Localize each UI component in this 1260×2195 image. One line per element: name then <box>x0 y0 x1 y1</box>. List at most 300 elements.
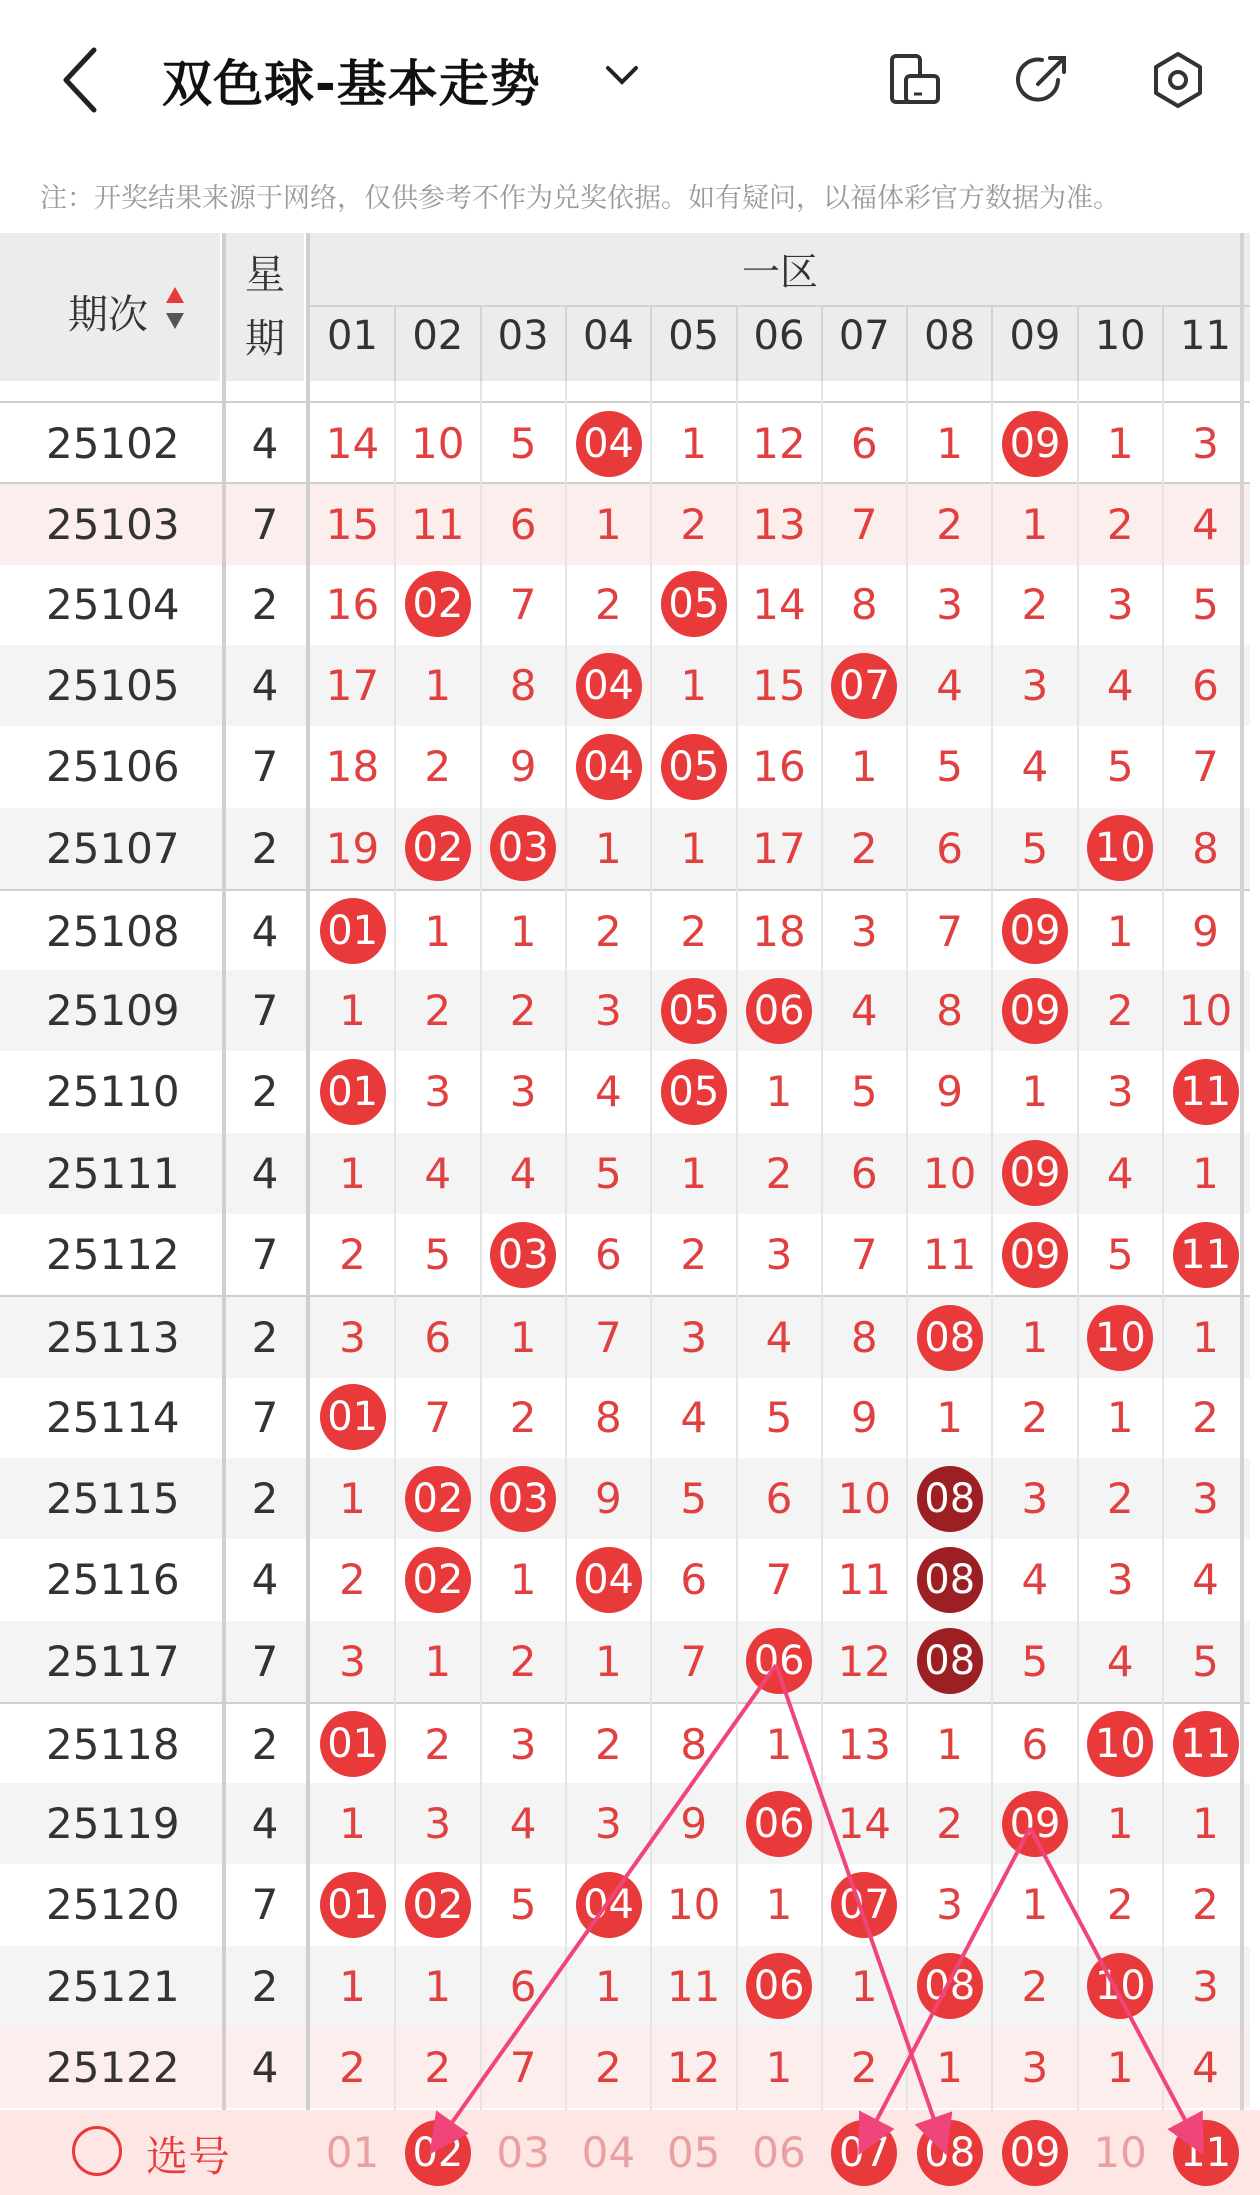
omission-count: 1 <box>765 1067 793 1117</box>
table-row <box>0 1783 1250 1864</box>
omission-count: 2 <box>339 1230 366 1279</box>
select-label[interactable]: 选号 <box>146 2132 231 2181</box>
drawn-number-ball: 06 <box>746 978 812 1044</box>
period-number: 25109 <box>46 986 180 1036</box>
omission-count: 1 <box>339 1799 366 1849</box>
omission-count: 4 <box>680 1392 708 1442</box>
selected-number-ball[interactable]: 11 <box>1173 2120 1239 2186</box>
omission-count: 2 <box>509 986 537 1036</box>
table-row <box>0 1621 1250 1702</box>
omission-count: 12 <box>837 1636 892 1686</box>
omission-count: 3 <box>595 986 622 1036</box>
omission-count: 1 <box>1106 2043 1134 2092</box>
omission-count: 1 <box>509 1313 537 1363</box>
omission-count: 2 <box>595 906 622 956</box>
drawn-number-ball: 03 <box>490 1222 556 1288</box>
omission-count: 4 <box>1021 1555 1049 1605</box>
drawn-number-ball: 07 <box>831 1872 897 1938</box>
omission-count: 10 <box>837 1473 892 1523</box>
table-row <box>0 645 1250 726</box>
period-number: 25121 <box>46 1961 180 2011</box>
selectable-number[interactable]: 04 <box>581 2128 636 2177</box>
omission-count: 3 <box>765 1230 793 1279</box>
column-header: 07 <box>838 313 890 359</box>
column-header: 04 <box>582 313 634 359</box>
omission-count: 1 <box>1192 1313 1219 1363</box>
weekday-label-bottom: 期 <box>245 316 285 362</box>
omission-count: 9 <box>850 1392 878 1442</box>
drawn-number-ball: 04 <box>576 1547 642 1613</box>
omission-count: 3 <box>1106 579 1134 629</box>
settings-icon[interactable] <box>1148 50 1208 110</box>
omission-count: 1 <box>680 660 708 710</box>
omission-count: 3 <box>1192 1961 1219 2011</box>
period-number: 25102 <box>46 419 180 468</box>
omission-count: 4 <box>936 660 963 710</box>
weekday-header <box>226 233 304 381</box>
omission-count: 1 <box>1106 1799 1134 1849</box>
omission-count: 3 <box>936 1880 963 1930</box>
omission-count: 1 <box>680 1148 708 1198</box>
zone-header <box>310 233 1250 381</box>
column-header: 11 <box>1180 313 1231 359</box>
omission-count: 3 <box>339 1636 366 1686</box>
weekday-value: 7 <box>251 742 279 792</box>
omission-count: 3 <box>509 1719 537 1769</box>
omission-count: 2 <box>680 500 708 550</box>
omission-count: 4 <box>509 1148 537 1198</box>
omission-count: 11 <box>837 1555 892 1605</box>
omission-count: 4 <box>424 1148 452 1198</box>
omission-count: 3 <box>509 1067 537 1117</box>
weekday-value: 2 <box>251 823 279 873</box>
weekday-value: 4 <box>251 1799 279 1849</box>
drawn-number-ball: 02 <box>405 1466 471 1532</box>
omission-count: 2 <box>1106 986 1134 1036</box>
table-row <box>0 564 1250 645</box>
weekday-value: 7 <box>251 1230 279 1279</box>
column-header: 03 <box>497 313 549 359</box>
selectable-number[interactable]: 05 <box>666 2128 721 2177</box>
omission-count: 3 <box>424 1067 452 1117</box>
omission-count: 2 <box>424 986 452 1036</box>
period-number: 25118 <box>46 1719 180 1769</box>
table-row <box>0 1295 1250 1378</box>
omission-count: 2 <box>680 906 708 956</box>
period-label: 期次 <box>68 292 148 338</box>
drawn-number-ball: 09 <box>1002 978 1068 1044</box>
omission-count: 3 <box>1192 1473 1219 1523</box>
omission-count: 2 <box>1106 1880 1134 1930</box>
omission-count: 7 <box>680 1636 708 1686</box>
omission-count: 6 <box>424 1313 452 1363</box>
omission-count: 1 <box>765 1719 793 1769</box>
omission-count: 17 <box>752 823 806 873</box>
omission-count: 1 <box>1021 1880 1049 1930</box>
page-title: 双色球-基本走势 <box>162 55 541 113</box>
omission-count: 8 <box>1192 823 1219 873</box>
omission-count: 11 <box>922 1230 977 1279</box>
omission-count: 19 <box>325 823 380 873</box>
omission-count: 1 <box>936 1719 963 1769</box>
omission-count: 15 <box>752 660 806 710</box>
drawn-number-ball: 08 <box>917 1305 983 1371</box>
omission-count: 3 <box>1021 2043 1049 2092</box>
omission-count: 4 <box>1192 2043 1219 2092</box>
column-header: 09 <box>1009 313 1061 359</box>
drawn-number-ball: 01 <box>320 1711 386 1777</box>
omission-count: 5 <box>936 742 963 792</box>
drawn-number-ball: 10 <box>1087 815 1153 881</box>
period-number: 25112 <box>46 1230 180 1279</box>
drawn-number-ball: 10 <box>1087 1305 1153 1371</box>
omission-count: 12 <box>666 2043 721 2092</box>
omission-count: 1 <box>595 823 622 873</box>
omission-count: 16 <box>752 742 806 792</box>
omission-count: 9 <box>1192 906 1219 956</box>
table-row <box>0 726 1250 807</box>
period-number: 25103 <box>46 500 180 550</box>
omission-count: 2 <box>339 1555 366 1605</box>
omission-count: 5 <box>1192 579 1219 629</box>
omission-count: 6 <box>509 500 537 550</box>
omission-count: 2 <box>1192 1880 1219 1930</box>
drawn-number-ball: 02 <box>405 1547 471 1613</box>
omission-count: 3 <box>936 579 963 629</box>
omission-count: 4 <box>1192 500 1219 550</box>
period-number: 25117 <box>46 1636 180 1686</box>
column-header: 01 <box>327 313 378 359</box>
omission-count: 2 <box>595 1719 622 1769</box>
omission-count: 18 <box>325 742 380 792</box>
omission-count: 15 <box>325 500 380 550</box>
weekday-value: 7 <box>251 1880 279 1930</box>
drawn-number-ball: 04 <box>576 1872 642 1938</box>
number-select-row <box>0 2110 1260 2195</box>
weekday-label-top: 星 <box>245 252 285 298</box>
period-header[interactable] <box>0 233 220 381</box>
omission-count: 1 <box>850 742 878 792</box>
omission-count: 1 <box>424 660 452 710</box>
column-header: 10 <box>1094 313 1146 359</box>
omission-count: 1 <box>936 1392 963 1442</box>
omission-count: 2 <box>850 2043 878 2092</box>
omission-count: 3 <box>595 1799 622 1849</box>
omission-count: 4 <box>765 1313 793 1363</box>
share-icon[interactable] <box>1012 50 1072 110</box>
table-row <box>0 1946 1250 2027</box>
trend-table <box>0 233 1260 2195</box>
omission-count: 6 <box>1192 660 1219 710</box>
selectable-number[interactable]: 01 <box>325 2128 380 2177</box>
period-number: 25104 <box>46 579 180 629</box>
drawn-number-ball: 08 <box>917 1953 983 2019</box>
weekday-value: 7 <box>251 1392 279 1442</box>
screen-rotate-icon[interactable] <box>884 50 944 110</box>
back-arrow-icon[interactable] <box>58 44 106 116</box>
period-number: 25108 <box>46 906 180 956</box>
omission-count: 16 <box>325 579 380 629</box>
column-header: 06 <box>753 313 805 359</box>
zone-label: 一区 <box>741 250 818 294</box>
period-number: 25113 <box>46 1313 180 1363</box>
table-row <box>0 1377 1250 1458</box>
table-row <box>0 970 1250 1051</box>
omission-count: 4 <box>1106 1636 1134 1686</box>
omission-count: 1 <box>1021 500 1049 550</box>
table-row <box>0 2027 1250 2108</box>
table-row <box>0 1864 1250 1945</box>
table-row <box>0 1702 1250 1785</box>
table-row <box>0 1051 1250 1132</box>
omission-count: 8 <box>680 1719 708 1769</box>
drawn-number-ball: 04 <box>576 411 642 477</box>
omission-count: 1 <box>509 906 537 956</box>
omission-count: 4 <box>1021 742 1049 792</box>
omission-count: 5 <box>595 1148 622 1198</box>
omission-count: 3 <box>1192 419 1219 468</box>
omission-count: 6 <box>680 1555 708 1605</box>
omission-count: 10 <box>922 1148 977 1198</box>
omission-count: 17 <box>325 660 380 710</box>
drawn-number-ball: 09 <box>1002 1140 1068 1206</box>
column-header: 02 <box>412 313 464 359</box>
omission-count: 1 <box>509 1555 537 1605</box>
omission-count: 7 <box>595 1313 622 1363</box>
drawn-number-ball: 06 <box>746 1953 812 2019</box>
table-row <box>0 808 1250 889</box>
omission-count: 2 <box>595 579 622 629</box>
omission-count: 9 <box>595 1473 622 1523</box>
weekday-value: 2 <box>251 1961 279 2011</box>
period-number: 25107 <box>46 823 180 873</box>
omission-count: 1 <box>680 823 708 873</box>
omission-count: 2 <box>765 1148 793 1198</box>
omission-count: 7 <box>509 579 537 629</box>
omission-count: 9 <box>509 742 537 792</box>
drawn-number-ball: 08 <box>917 1547 983 1613</box>
omission-count: 7 <box>1192 742 1219 792</box>
omission-count: 2 <box>339 2043 366 2092</box>
omission-count: 3 <box>1021 660 1049 710</box>
omission-count: 5 <box>765 1392 793 1442</box>
omission-count: 1 <box>1192 1148 1219 1198</box>
omission-count: 12 <box>752 419 806 468</box>
omission-count: 10 <box>411 419 465 468</box>
table-row <box>0 889 1250 972</box>
omission-count: 2 <box>424 742 452 792</box>
omission-count: 2 <box>1106 1473 1134 1523</box>
drawn-number-ball: 01 <box>320 1384 386 1450</box>
drawn-number-ball: 02 <box>405 571 471 637</box>
omission-count: 5 <box>680 1473 708 1523</box>
omission-count: 1 <box>936 419 963 468</box>
omission-count: 2 <box>1192 1392 1219 1442</box>
omission-count: 10 <box>666 1880 721 1930</box>
omission-count: 5 <box>424 1230 452 1279</box>
chevron-down-icon[interactable] <box>604 58 640 94</box>
omission-count: 6 <box>595 1230 622 1279</box>
omission-count: 8 <box>850 1313 878 1363</box>
disclaimer-notice: 注：开奖结果来源于网络，仅供参考不作为兑奖依据。如有疑问，以福体彩官方数据为准。 <box>40 183 1120 214</box>
table-row <box>0 482 1250 565</box>
period-number: 25120 <box>46 1880 180 1930</box>
omission-count: 11 <box>666 1961 721 2011</box>
omission-count: 7 <box>424 1392 452 1442</box>
omission-count: 2 <box>509 1636 537 1686</box>
omission-count: 1 <box>424 906 452 956</box>
omission-count: 6 <box>1021 1719 1049 1769</box>
omission-count: 1 <box>424 1961 452 2011</box>
weekday-value: 2 <box>251 1719 279 1769</box>
drawn-number-ball: 06 <box>746 1628 812 1694</box>
drawn-number-ball: 03 <box>490 1466 556 1532</box>
omission-count: 4 <box>509 1799 537 1849</box>
omission-count: 5 <box>1106 742 1134 792</box>
omission-count: 10 <box>1178 986 1233 1036</box>
omission-count: 3 <box>1106 1555 1134 1605</box>
drawn-number-ball: 10 <box>1087 1711 1153 1777</box>
drawn-number-ball: 11 <box>1173 1222 1239 1288</box>
omission-count: 7 <box>509 2043 537 2092</box>
drawn-number-ball: 10 <box>1087 1953 1153 2019</box>
omission-count: 2 <box>1021 1392 1049 1442</box>
weekday-value: 2 <box>251 1313 279 1363</box>
omission-count: 2 <box>424 1719 452 1769</box>
omission-count: 1 <box>595 1636 622 1686</box>
omission-count: 3 <box>680 1313 708 1363</box>
omission-count: 9 <box>936 1067 963 1117</box>
weekday-value: 2 <box>251 1067 279 1117</box>
omission-count: 7 <box>850 1230 878 1279</box>
sort-icon[interactable] <box>164 285 186 331</box>
period-number: 25111 <box>46 1148 180 1198</box>
omission-count: 5 <box>850 1067 878 1117</box>
weekday-value: 4 <box>251 906 279 956</box>
omission-count: 8 <box>595 1392 622 1442</box>
omission-count: 2 <box>1021 579 1049 629</box>
period-number: 25115 <box>46 1473 180 1523</box>
weekday-value: 4 <box>251 2043 279 2092</box>
top-bar <box>0 0 1260 160</box>
omission-count: 1 <box>339 986 366 1036</box>
table-row <box>0 401 1250 484</box>
omission-count: 1 <box>1021 1067 1049 1117</box>
omission-count: 1 <box>936 2043 963 2092</box>
omission-count: 1 <box>424 1636 452 1686</box>
omission-count: 4 <box>1106 1148 1134 1198</box>
selectable-number[interactable]: 03 <box>496 2128 550 2177</box>
omission-count: 14 <box>325 419 380 468</box>
omission-count: 1 <box>765 2043 793 2092</box>
weekday-value: 4 <box>251 419 279 468</box>
omission-count: 7 <box>936 906 963 956</box>
drawn-number-ball: 05 <box>661 1059 727 1125</box>
selected-number-ball[interactable]: 08 <box>917 2120 983 2186</box>
selectable-number[interactable]: 06 <box>752 2128 806 2177</box>
drawn-number-ball: 05 <box>661 571 727 637</box>
omission-count: 5 <box>1106 1230 1134 1279</box>
omission-count: 5 <box>1021 1636 1049 1686</box>
drawn-number-ball: 01 <box>320 1872 386 1938</box>
drawn-number-ball: 07 <box>831 653 897 719</box>
table-row <box>0 1214 1250 1295</box>
drawn-number-ball: 09 <box>1002 898 1068 964</box>
weekday-value: 7 <box>251 500 279 550</box>
omission-count: 3 <box>850 906 878 956</box>
omission-count: 2 <box>424 2043 452 2092</box>
omission-count: 7 <box>850 500 878 550</box>
omission-count: 9 <box>680 1799 708 1849</box>
drawn-number-ball: 11 <box>1173 1059 1239 1125</box>
period-number: 25114 <box>46 1392 180 1442</box>
drawn-number-ball: 05 <box>661 978 727 1044</box>
omission-count: 4 <box>595 1067 622 1117</box>
omission-count: 1 <box>1106 1392 1134 1442</box>
drawn-number-ball: 02 <box>405 815 471 881</box>
period-number: 25122 <box>46 2043 180 2092</box>
selectable-number[interactable]: 10 <box>1093 2128 1147 2177</box>
omission-count: 13 <box>752 500 806 550</box>
omission-count: 2 <box>936 500 963 550</box>
omission-count: 13 <box>837 1719 892 1769</box>
select-toggle-icon[interactable] <box>72 2126 122 2176</box>
omission-count: 2 <box>509 1392 537 1442</box>
omission-count: 2 <box>850 823 878 873</box>
column-header: 05 <box>668 313 720 359</box>
omission-count: 6 <box>509 1961 537 2011</box>
omission-count: 2 <box>680 1230 708 1279</box>
drawn-number-ball: 04 <box>576 734 642 800</box>
omission-count: 4 <box>1192 1555 1219 1605</box>
omission-count: 14 <box>837 1799 892 1849</box>
weekday-value: 4 <box>251 660 279 710</box>
omission-count: 1 <box>339 1148 366 1198</box>
drawn-number-ball: 08 <box>917 1628 983 1694</box>
omission-count: 8 <box>509 660 537 710</box>
omission-count: 1 <box>339 1961 366 2011</box>
selected-number-ball[interactable]: 09 <box>1002 2120 1068 2186</box>
drawn-number-ball: 08 <box>917 1466 983 1532</box>
drawn-number-ball: 04 <box>576 653 642 719</box>
omission-count: 6 <box>850 1148 878 1198</box>
omission-count: 11 <box>411 500 465 550</box>
omission-count: 1 <box>765 1880 793 1930</box>
omission-count: 6 <box>850 419 878 468</box>
omission-count: 1 <box>1106 419 1134 468</box>
omission-count: 5 <box>509 419 537 468</box>
omission-count: 7 <box>765 1555 793 1605</box>
selected-number-ball[interactable]: 02 <box>405 2120 471 2186</box>
omission-count: 1 <box>339 1473 366 1523</box>
drawn-number-ball: 02 <box>405 1872 471 1938</box>
table-row <box>0 1539 1250 1620</box>
table-row <box>0 1458 1250 1539</box>
period-number: 25116 <box>46 1555 180 1605</box>
omission-count: 6 <box>936 823 963 873</box>
omission-count: 4 <box>1106 660 1134 710</box>
weekday-value: 4 <box>251 1555 279 1605</box>
omission-count: 3 <box>424 1799 452 1849</box>
table-row <box>0 1133 1250 1214</box>
selected-number-ball[interactable]: 07 <box>831 2120 897 2186</box>
omission-count: 5 <box>509 1880 537 1930</box>
drawn-number-ball: 03 <box>490 815 556 881</box>
omission-count: 8 <box>850 579 878 629</box>
omission-count: 2 <box>936 1799 963 1849</box>
omission-count: 14 <box>752 579 806 629</box>
omission-count: 2 <box>1106 500 1134 550</box>
